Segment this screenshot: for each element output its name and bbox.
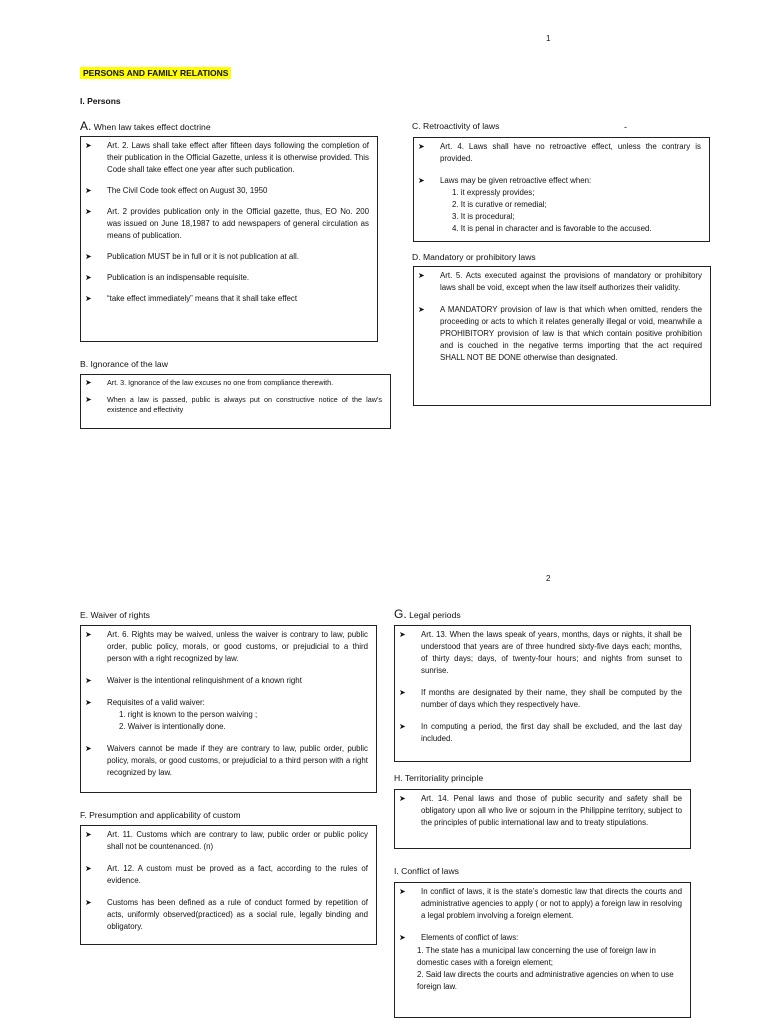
sub-item: 2. Said law directs the courts and administrative agencies on when to use foreign law. <box>417 970 674 991</box>
section-a-heading <box>80 119 211 133</box>
item-text: In conflict of laws, it is the state’s domestic law that directs the courts and administrative agencies to apply ( or not to apply) a foreign law in resolving a legal problem involving a foreign element. <box>421 887 682 920</box>
document-title: PERSONS AND FAMILY RELATIONS <box>80 67 231 79</box>
arrow-bullet-icon: ➤ <box>85 630 92 639</box>
section-e-box <box>80 625 377 793</box>
item-text: Art. 4. Laws shall have no retroactive effect, unless the contrary is provided. <box>440 142 701 163</box>
arrow-bullet-icon: ➤ <box>418 271 425 280</box>
arrow-bullet-icon: ➤ <box>85 252 92 261</box>
section-g-box <box>394 625 691 762</box>
item-text: Publication is an indispensable requisite. <box>107 273 250 282</box>
arrow-bullet-icon: ➤ <box>399 794 406 803</box>
arrow-bullet-icon: ➤ <box>399 722 406 731</box>
list-item <box>85 185 369 197</box>
arrow-bullet-icon: ➤ <box>399 630 406 639</box>
section-title: Legal periods <box>409 610 461 620</box>
sub-item: 1. it expressly provides; <box>452 188 535 197</box>
arrow-bullet-icon: ➤ <box>85 830 92 839</box>
section-b-heading: B. Ignorance of the law <box>80 359 168 369</box>
arrow-bullet-icon: ➤ <box>85 273 92 282</box>
arrow-bullet-icon: ➤ <box>85 676 92 685</box>
list-item <box>418 304 702 364</box>
section-f-box <box>80 825 377 945</box>
section-c-box <box>413 137 710 242</box>
list-item <box>85 863 368 887</box>
item-text: Waiver is the intentional relinquishment of a known right <box>107 676 302 685</box>
arrow-bullet-icon: ➤ <box>418 305 425 314</box>
section-h-box <box>394 789 691 849</box>
section-letter: G. <box>394 607 407 621</box>
list-item <box>85 140 369 176</box>
item-text: Art. 14. Penal laws and those of public security and safety shall be obligatory upon all who live or sojourn in the Philippine territory, subject to the principles of public international law and to treaty stipulations. <box>421 794 682 827</box>
list-item <box>85 395 382 416</box>
item-text: “take effect immediately” means that it shall take effect <box>107 294 298 303</box>
arrow-bullet-icon: ➤ <box>85 698 92 707</box>
list-item <box>399 932 682 944</box>
list-item <box>418 175 701 235</box>
list-item <box>399 687 682 711</box>
arrow-bullet-icon: ➤ <box>85 744 92 753</box>
item-text: Art. 3. Ignorance of the law excuses no one from compliance therewith. <box>107 378 334 387</box>
arrow-bullet-icon: ➤ <box>418 142 425 151</box>
arrow-bullet-icon: ➤ <box>85 378 92 387</box>
item-text: Laws may be given retroactive effect when: <box>440 176 592 185</box>
sub-item: 1. The state has a municipal law concerning the use of foreign law in domestic cases with a foreign element; <box>417 946 656 967</box>
page-number: 1 <box>546 34 551 43</box>
item-text: Requisites of a valid waiver: <box>107 698 205 707</box>
sub-item: 4. It is penal in character and is favorable to the accused. <box>452 224 652 233</box>
arrow-bullet-icon: ➤ <box>85 864 92 873</box>
list-item <box>85 293 369 305</box>
list-item <box>399 721 682 745</box>
item-text: Art. 5. Acts executed against the provisions of mandatory or prohibitory laws shall be void, except when the law itself authorizes their validity. <box>440 271 702 292</box>
section-c-heading: C. Retroactivity of laws <box>412 121 500 131</box>
sub-item: 2. It is curative or remedial; <box>452 200 547 209</box>
item-text: When a law is passed, public is always put on constructive notice of the law’s existence and effectivity <box>107 394 382 414</box>
section-i-box <box>394 882 691 1018</box>
page-number: 2 <box>546 574 551 583</box>
section-title: When law takes effect doctrine <box>93 122 211 132</box>
arrow-bullet-icon: ➤ <box>85 898 92 907</box>
item-text: Art. 11. Customs which are contrary to law, public order or public policy shall not be countenanced. (n) <box>107 830 368 851</box>
item-text: Customs has been defined as a rule of conduct formed by repetition of acts, uniformly observed(practiced) as a social rule, legally binding and obligatory. <box>107 898 368 931</box>
list-item <box>85 272 369 284</box>
list-item <box>418 270 702 294</box>
item-text: Waivers cannot be made if they are contrary to law, public order, public policy, morals, or good customs, or prejudicial to a third person with a right recognized by law. <box>107 744 368 777</box>
stray-dash: - <box>624 122 627 132</box>
section-a-box <box>80 136 378 342</box>
section-d-heading: D. Mandatory or prohibitory laws <box>412 252 536 262</box>
list-item <box>85 697 368 733</box>
sub-item: 2. Waiver is intentionally done. <box>119 722 226 731</box>
list-item <box>85 829 368 853</box>
list-item <box>85 251 369 263</box>
arrow-bullet-icon: ➤ <box>85 394 92 404</box>
section-i-heading: I. Conflict of laws <box>394 866 459 876</box>
list-item <box>85 675 368 687</box>
sub-item: 3. It is procedural; <box>452 212 515 221</box>
section-h-heading: H. Territoriality principle <box>394 773 484 783</box>
list-item <box>399 793 682 829</box>
item-text: Art. 13. When the laws speak of years, months, days or nights, it shall be understood that years are of three hundred sixty-five days each; months, of thirty days; days, of twenty-four hours; and nights from sunset to sunrise. <box>421 630 682 675</box>
item-text: Art. 2. Laws shall take effect after fifteen days following the completion of their publication in the Official Gazette, unless it is otherwise provided. This Code shall take effect one year after such publication. <box>107 141 369 174</box>
item-text: Art. 2 provides publication only in the Official gazette, thus, EO No. 200 was issued on June 18,1987 to add newspapers of general circulation as means of publication. <box>107 207 369 240</box>
item-text: A MANDATORY provision of law is that which when omitted, renders the proceeding or acts to which it relates generally illegal or void, meanwhile a PROHIBITORY provision of law is that which contain positive prohibition and is couched in the negative terms importing that the act required SHALL NOT BE DONE otherwise than designated. <box>440 305 702 362</box>
item-text: Art. 12. A custom must be proved as a fact, according to the rules of evidence. <box>107 864 368 885</box>
list-item <box>85 897 368 933</box>
section-letter: A. <box>80 119 92 133</box>
arrow-bullet-icon: ➤ <box>399 688 406 697</box>
section-b-box <box>80 374 391 429</box>
item-text: The Civil Code took effect on August 30, 1950 <box>107 186 268 195</box>
list-item <box>85 206 369 242</box>
arrow-bullet-icon: ➤ <box>399 933 406 942</box>
sub-list <box>399 945 682 993</box>
arrow-bullet-icon: ➤ <box>418 176 425 185</box>
list-item <box>399 886 682 922</box>
chapter-heading: I. Persons <box>80 96 121 106</box>
list-item <box>399 629 682 677</box>
item-text: In computing a period, the first day shall be excluded, and the last day included. <box>421 722 682 743</box>
arrow-bullet-icon: ➤ <box>85 207 92 216</box>
arrow-bullet-icon: ➤ <box>85 141 92 150</box>
arrow-bullet-icon: ➤ <box>85 186 92 195</box>
section-f-heading: F. Presumption and applicability of custom <box>80 810 241 820</box>
item-text: Elements of conflict of laws: <box>421 933 519 942</box>
list-item <box>85 629 368 665</box>
item-text: If months are designated by their name, they shall be computed by the number of days which they respectively have. <box>421 688 682 709</box>
list-item <box>418 141 701 165</box>
section-d-box <box>413 266 711 406</box>
sub-item: 1. right is known to the person waiving ; <box>119 710 258 719</box>
section-e-heading: E. Waiver of rights <box>80 610 150 620</box>
item-text: Art. 6. Rights may be waived, unless the waiver is contrary to law, public order, public policy, morals, or good customs, or prejudicial to a third person with a right recognized by law. <box>107 630 368 663</box>
arrow-bullet-icon: ➤ <box>85 294 92 303</box>
arrow-bullet-icon: ➤ <box>399 887 406 896</box>
list-item <box>85 743 368 779</box>
item-text: Publication MUST be in full or it is not publication at all. <box>107 252 299 261</box>
list-item <box>85 378 382 389</box>
section-g-heading <box>394 607 461 621</box>
